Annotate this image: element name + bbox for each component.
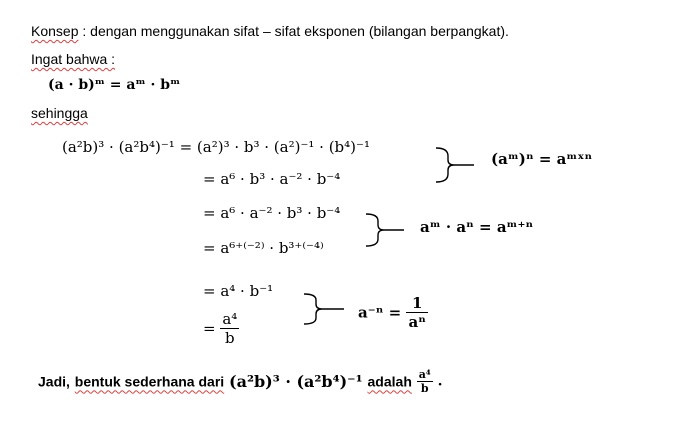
- concept-text-2: – sifat eksponen (bilangan berpangkat).: [262, 23, 509, 39]
- brace-1-icon: [432, 146, 476, 184]
- concept-word: Konsep: [31, 23, 79, 39]
- step-1-right: = (a²)³ · b³ · (a²)⁻¹ · (b⁴)⁻¹: [179, 138, 370, 156]
- conclusion-expression: (a²b)³ · (a²b⁴)⁻¹: [229, 372, 363, 391]
- rule-negative-lhs: a⁻ⁿ =: [358, 303, 402, 322]
- step-line-1: [62, 138, 370, 156]
- conclusion-denominator: b: [420, 382, 429, 395]
- rule-negative-exponent: [358, 294, 428, 331]
- sehingga-label: sehingga: [31, 105, 88, 121]
- conclusion-adalah: adalah: [367, 373, 412, 390]
- rule-negative-denominator: aⁿ: [408, 313, 426, 331]
- step-6-equals: =: [203, 319, 216, 338]
- conclusion-period: .: [437, 373, 443, 390]
- step-1-left: (a²b)³ · (a²b⁴)⁻¹: [62, 138, 175, 156]
- brace-3-icon: [300, 292, 346, 326]
- step-line-2: = a⁶ · b³ · a⁻² · b⁻⁴: [203, 170, 341, 188]
- brace-2-icon: [362, 212, 406, 248]
- step-line-5: = a⁴ · b⁻¹: [203, 282, 274, 300]
- concept-text: : dengan menggunakan sifat: [82, 23, 260, 39]
- rule-negative-fraction: [406, 294, 428, 331]
- main-rule: (a · b)ᵐ = aᵐ · bᵐ: [48, 77, 181, 93]
- step-line-3: = a⁶ · a⁻² · b³ · b⁻⁴: [203, 204, 341, 222]
- conclusion-prefix: Jadi,: [38, 373, 70, 390]
- concept-line: [31, 23, 509, 39]
- rule-negative-numerator: 1: [406, 294, 428, 313]
- conclusion: [38, 368, 442, 395]
- conclusion-middle: bentuk sederhana dari: [74, 373, 225, 390]
- rule-power-of-power: (aᵐ)ⁿ = aᵐˣⁿ: [491, 150, 593, 168]
- rule-product: aᵐ · aⁿ = aᵐ⁺ⁿ: [420, 218, 534, 236]
- conclusion-numerator: a⁴: [418, 368, 431, 381]
- ingat-label: Ingat bahwa :: [31, 51, 116, 67]
- step-6-numerator: a⁴: [222, 310, 238, 328]
- step-line-4: = a⁶⁺⁽⁻²⁾ · b³⁺⁽⁻⁴⁾: [203, 239, 324, 257]
- step-6-denominator: b: [225, 329, 235, 347]
- step-line-6: [203, 310, 239, 347]
- conclusion-fraction: [417, 368, 433, 395]
- step-6-fraction: [220, 310, 239, 347]
